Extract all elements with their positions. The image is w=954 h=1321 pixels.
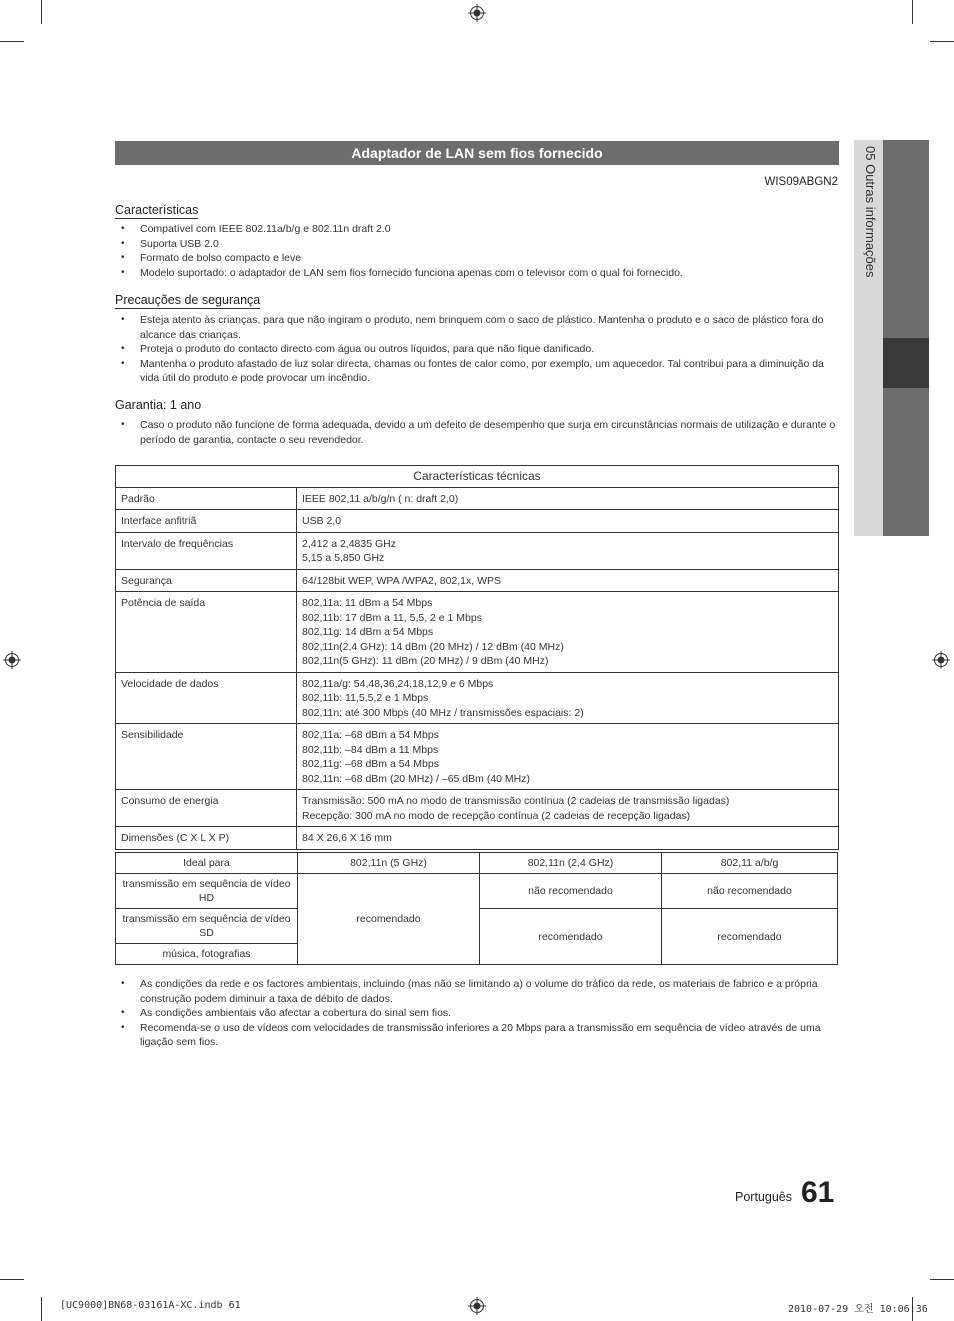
table-row	[116, 724, 839, 790]
usage-comparison-table	[115, 852, 838, 965]
table-row	[116, 569, 839, 592]
safety-heading: Precauções de segurança	[115, 293, 261, 307]
list-item: • Recomenda-se o uso de vídeos com velocidades de transmissão inferiores a 20 Mbps para a transmissão em sequência de vídeo através de uma ligação sem fios.	[115, 1021, 839, 1050]
safety-list	[115, 313, 839, 386]
registration-mark-icon	[3, 651, 21, 669]
crop-mark	[912, 0, 913, 24]
table-row	[116, 827, 839, 850]
list-item: • Modelo suportado: o adaptador de LAN sem fios fornecido funciona apenas com o televisor com o qual foi fornecido.	[115, 266, 839, 281]
row-label: transmissão em sequência de vídeo SD	[116, 909, 298, 944]
spec-label: Consumo de energia	[116, 790, 297, 827]
list-item: • As condições da rede e os factores ambientais, incluindo (mas não se limitando a) o volume do tráfico da rede, os materiais de fabrico e a própria construção podem diminuir a taxa de débito de dados.	[115, 977, 839, 1006]
registration-mark-icon	[468, 4, 486, 22]
spec-value	[297, 672, 839, 724]
table-cell: recomendado	[480, 909, 662, 965]
notes-list	[115, 977, 839, 1050]
spec-value	[297, 510, 839, 533]
spec-line: 802,11n(5 GHz): 11 dBm (20 MHz) / 9 dBm (40 MHz)	[302, 655, 549, 667]
model-number: WIS09ABGN2	[764, 176, 838, 188]
row-label: transmissão em sequência de vídeo HD	[116, 874, 298, 909]
table-cell: não recomendado	[480, 874, 662, 909]
column-header: 802,11n (5 GHz)	[298, 853, 480, 874]
spec-value	[297, 827, 839, 850]
spec-value	[297, 724, 839, 790]
spec-label: Segurança	[116, 569, 297, 592]
spec-line: USB 2,0	[302, 515, 342, 527]
spec-value	[297, 569, 839, 592]
spec-line: 2,412 a 2,4835 GHz	[302, 537, 396, 550]
page-number: 61	[801, 1176, 835, 1209]
table-row	[116, 510, 839, 533]
spec-label: Interface anfitriã	[116, 510, 297, 533]
table-cell: recomendado	[298, 874, 480, 965]
row-label: música, fotografias	[116, 944, 298, 965]
spec-line: 802,11b: 11,5,5,2 e 1 Mbps	[302, 692, 429, 704]
spec-label: Velocidade de dados	[116, 672, 297, 724]
warranty-list	[115, 418, 839, 447]
spec-line: 802,11b: –84 dBm a 11 Mbps	[302, 743, 439, 756]
list-item: • Suporta USB 2.0	[115, 237, 839, 252]
crop-mark	[0, 1279, 24, 1280]
spec-line: 802,11a/g: 54,48,36,24,18,12,9 e 6 Mbps	[302, 677, 494, 690]
table-cell: recomendado	[662, 909, 838, 965]
section-tab-label: 05 Outras informações	[863, 146, 878, 278]
features-heading: Características	[115, 203, 199, 217]
warranty-heading: Garantia: 1 ano	[115, 398, 202, 412]
spec-label: Dimensões (C X L X P)	[116, 827, 297, 850]
table-row	[116, 874, 838, 909]
spec-line: Transmissão: 500 mA no modo de transmissão contínua (2 cadeias de transmissão ligadas)	[302, 795, 730, 807]
table-cell: não recomendado	[662, 874, 838, 909]
spec-line: 802,11g: 14 dBm a 54 Mbps	[302, 626, 434, 638]
footer-filename: [UC9000]BN68-03161A-XC.indb 61	[60, 1300, 241, 1311]
spec-value	[297, 532, 839, 569]
spec-line: 802,11b: 17 dBm a 11, 5,5, 2 e 1 Mbps	[302, 611, 482, 624]
spec-value	[297, 790, 839, 827]
footer-timestamp: 2010-07-29 오전 10:06:36	[788, 1304, 928, 1315]
spec-label: Potência de saída	[116, 592, 297, 673]
table-row	[116, 487, 839, 510]
page-language: Português	[735, 1190, 792, 1204]
registration-mark-icon	[932, 651, 950, 669]
spec-line: 802,11n: até 300 Mbps (40 MHz / transmissões espaciais: 2)	[302, 706, 584, 719]
list-item: • Proteja o produto do contacto directo com água ou outros líquidos, para que não fique danificado.	[115, 342, 839, 357]
spec-value	[297, 592, 839, 673]
list-item: • Caso o produto não funcione de forma adequada, devido a um defeito de desempenho que surja em circunstâncias normais de utilização e durante o período de garantia, contacte o seu revendedor.	[115, 418, 839, 447]
crop-mark	[0, 41, 24, 42]
table-row	[116, 592, 839, 673]
spec-line: 802,11a: –68 dBm a 54 Mbps	[302, 729, 439, 741]
spec-line: 84 X 26,6 X 16 mm	[302, 832, 392, 844]
crop-mark	[41, 0, 42, 24]
spec-line: 802,11n: –68 dBm (20 MHz) / –65 dBm (40 MHz)	[302, 772, 530, 785]
crop-mark	[41, 1297, 42, 1321]
spec-label: Padrão	[116, 487, 297, 510]
spec-label: Sensibilidade	[116, 724, 297, 790]
list-item: • Mantenha o produto afastado de luz solar directa, chamas ou fontes de calor como, por exemplo, um aquecedor. Tal contribui para a diminuição da vida útil do produto e pode provocar um incêndio.	[115, 357, 839, 386]
table-row	[116, 790, 839, 827]
spec-line: 802,11a: 11 dBm a 54 Mbps	[302, 597, 433, 609]
column-header: 802,11n (2,4 GHz)	[480, 853, 662, 874]
specifications-table	[115, 465, 839, 850]
table-header-row	[116, 853, 838, 874]
registration-mark-icon	[468, 1297, 486, 1315]
list-item: • Compatível com IEEE 802.11a/b/g e 802.11n draft 2.0	[115, 222, 839, 237]
spec-value	[297, 487, 839, 510]
spec-line: 802,11n(2,4 GHz): 14 dBm (20 MHz) / 12 dBm (40 MHz)	[302, 640, 564, 653]
spec-line: 64/128bit WEP, WPA /WPA2, 802,1x, WPS	[302, 574, 502, 587]
page-title: Adaptador de LAN sem fios fornecido	[115, 141, 839, 165]
features-list	[115, 222, 839, 280]
column-header: 802,11 a/b/g	[662, 853, 838, 874]
column-header: Ideal para	[116, 853, 298, 874]
crop-mark	[930, 41, 954, 42]
list-item: • Esteja atento às crianças, para que não ingiram o produto, nem brinquem com o saco de plástico. Mantenha o produto e o saco de plástico fora do alcance das crianças.	[115, 313, 839, 342]
table-header: Características técnicas	[116, 466, 839, 488]
section-tab-marker	[883, 338, 929, 388]
spec-line: IEEE 802,11 a/b/g/n ( n: draft 2,0)	[302, 492, 459, 505]
list-item: • Formato de bolso compacto e leve	[115, 251, 839, 266]
crop-mark	[930, 1279, 954, 1280]
spec-line: 802,11g: –68 dBm a 54 Mbps	[302, 758, 439, 770]
list-item: • As condições ambientais vão afectar a cobertura do sinal sem fios.	[115, 1006, 839, 1021]
table-row	[116, 532, 839, 569]
spec-line: 5,15 a 5,850 GHz	[302, 552, 385, 564]
spec-label: Intervalo de frequências	[116, 532, 297, 569]
spec-line: Recepção: 300 mA no modo de recepção contínua (2 cadeias de recepção ligadas)	[302, 809, 691, 822]
table-row	[116, 672, 839, 724]
